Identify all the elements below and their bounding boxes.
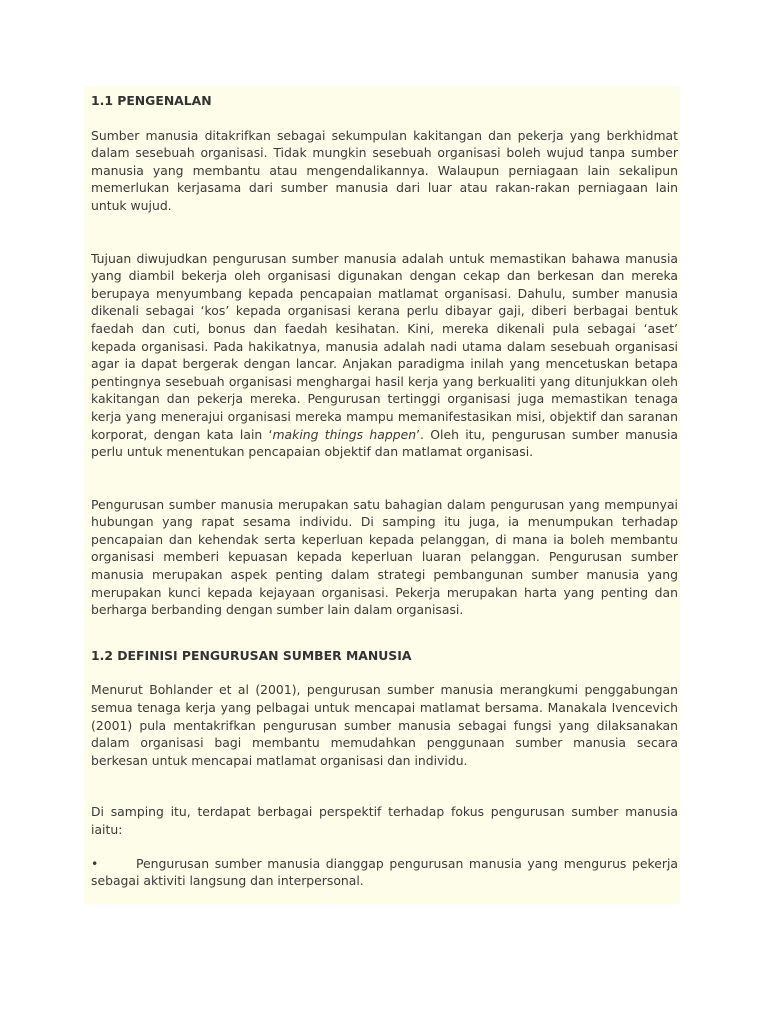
section-1-heading: 1.1 PENGENALAN [91, 93, 212, 108]
bullet-mark: • [91, 855, 99, 871]
document-content [91, 92, 678, 890]
paragraph-2-text-start: Tujuan diwujudkan pengurusan sumber manusia adalah untuk memastikan bahawa manusia yang diambil bekerja oleh organisasi digunakan dengan cekap dan berkesan dan mereka berupaya menyumbang kepada pencapaian matlamat organisasi. Dahulu, sumber manusia dikenali sebagai ‘kos’ kepada organisasi kerana perlu dibayar gaji, diberi berbagai bentuk faedah dan cuti, bonus dan faedah kesihatan. Kini, mereka dikenali pula sebagai ‘aset’ kepada organisasi. Pada hakikatnya, manusia adalah nadi utama dalam sesebuah organisasi agar ia dapat bergerak dengan lancar. Anjakan paradigma inilah yang mencetuskan betapa pentingnya sesebuah organisasi menghargai hasil kerja yang berkualiti yang ditunjukkan oleh kakitangan dan pekerja mereka. Pengurusan tertinggi organisasi juga memastikan tenaga kerja yang menerajui organisasi mereka mampu memanifestasikan misi, objektif dan saranan korporat, dengan kata lain ‘ [91, 250, 678, 442]
bullet-text: Pengurusan sumber manusia dianggap pengurusan manusia yang mengurus pekerja sebagai aktiviti langsung dan interpersonal. [91, 855, 678, 889]
paragraph-2-text-end: ’. Oleh itu, pengurusan sumber manusia perlu untuk menentukan pencapaian objektif dan matlamat organisasi. [91, 426, 678, 460]
section-2-heading: 1.2 DEFINISI PENGURUSAN SUMBER MANUSIA [91, 647, 412, 663]
section-2-paragraph-2: Di samping itu, terdapat berbagai perspektif terhadap fokus pengurusan sumber manusia iaitu: [91, 804, 678, 837]
bullet-list-item [91, 855, 678, 890]
section-1-paragraph-3: Pengurusan sumber manusia merupakan satu bahagian dalam pengurusan yang mempunyai hubungan yang rapat sesama individu. Di samping itu juga, ia menumpukan terhadap pencapaian dan kehendak serta keperluan kepada pelanggan, di mana ia boleh membantu organisasi memberi kepuasan kepada keperluan luaran pelanggan. Pengurusan sumber manusia merupakan aspek penting dalam strategi pembangunan sumber manusia yang merupakan kunci kepada kejayaan organisasi. Pekerja merupakan harta yang penting dan berharga berbanding dengan sumber lain dalam organisasi. [91, 496, 678, 618]
section-1-paragraph-1: Sumber manusia ditakrifkan sebagai sekumpulan kakitangan dan pekerja yang berkhidmat dalam sesebuah organisasi. Tidak mungkin sesebuah organisasi boleh wujud tanpa sumber manusia yang membantu atau mengendalikannya. Walaupun perniagaan lain sekalipun memerlukan kerjasama dari sumber manusia dari luar atau rakan-rakan perniagaan lain untuk wujud. [91, 127, 678, 213]
section-2-paragraph-1: Menurut Bohlander et al (2001), pengurusan sumber manusia merangkumi penggabungan semua tenaga kerja yang pelbagai untuk mencapai matlamat bersama. Manakala Ivencevich (2001) pula mentakrifkan pengurusan sumber manusia sebagai fungsi yang dilaksanakan dalam organisasi bagi membantu memudahkan penggunaan sumber manusia secara berkesan untuk mencapai matlamat organisasi dan individu. [91, 682, 678, 768]
section-1-paragraph-2 [91, 250, 678, 461]
paragraph-2-italic-phrase: making things happen [272, 426, 417, 442]
